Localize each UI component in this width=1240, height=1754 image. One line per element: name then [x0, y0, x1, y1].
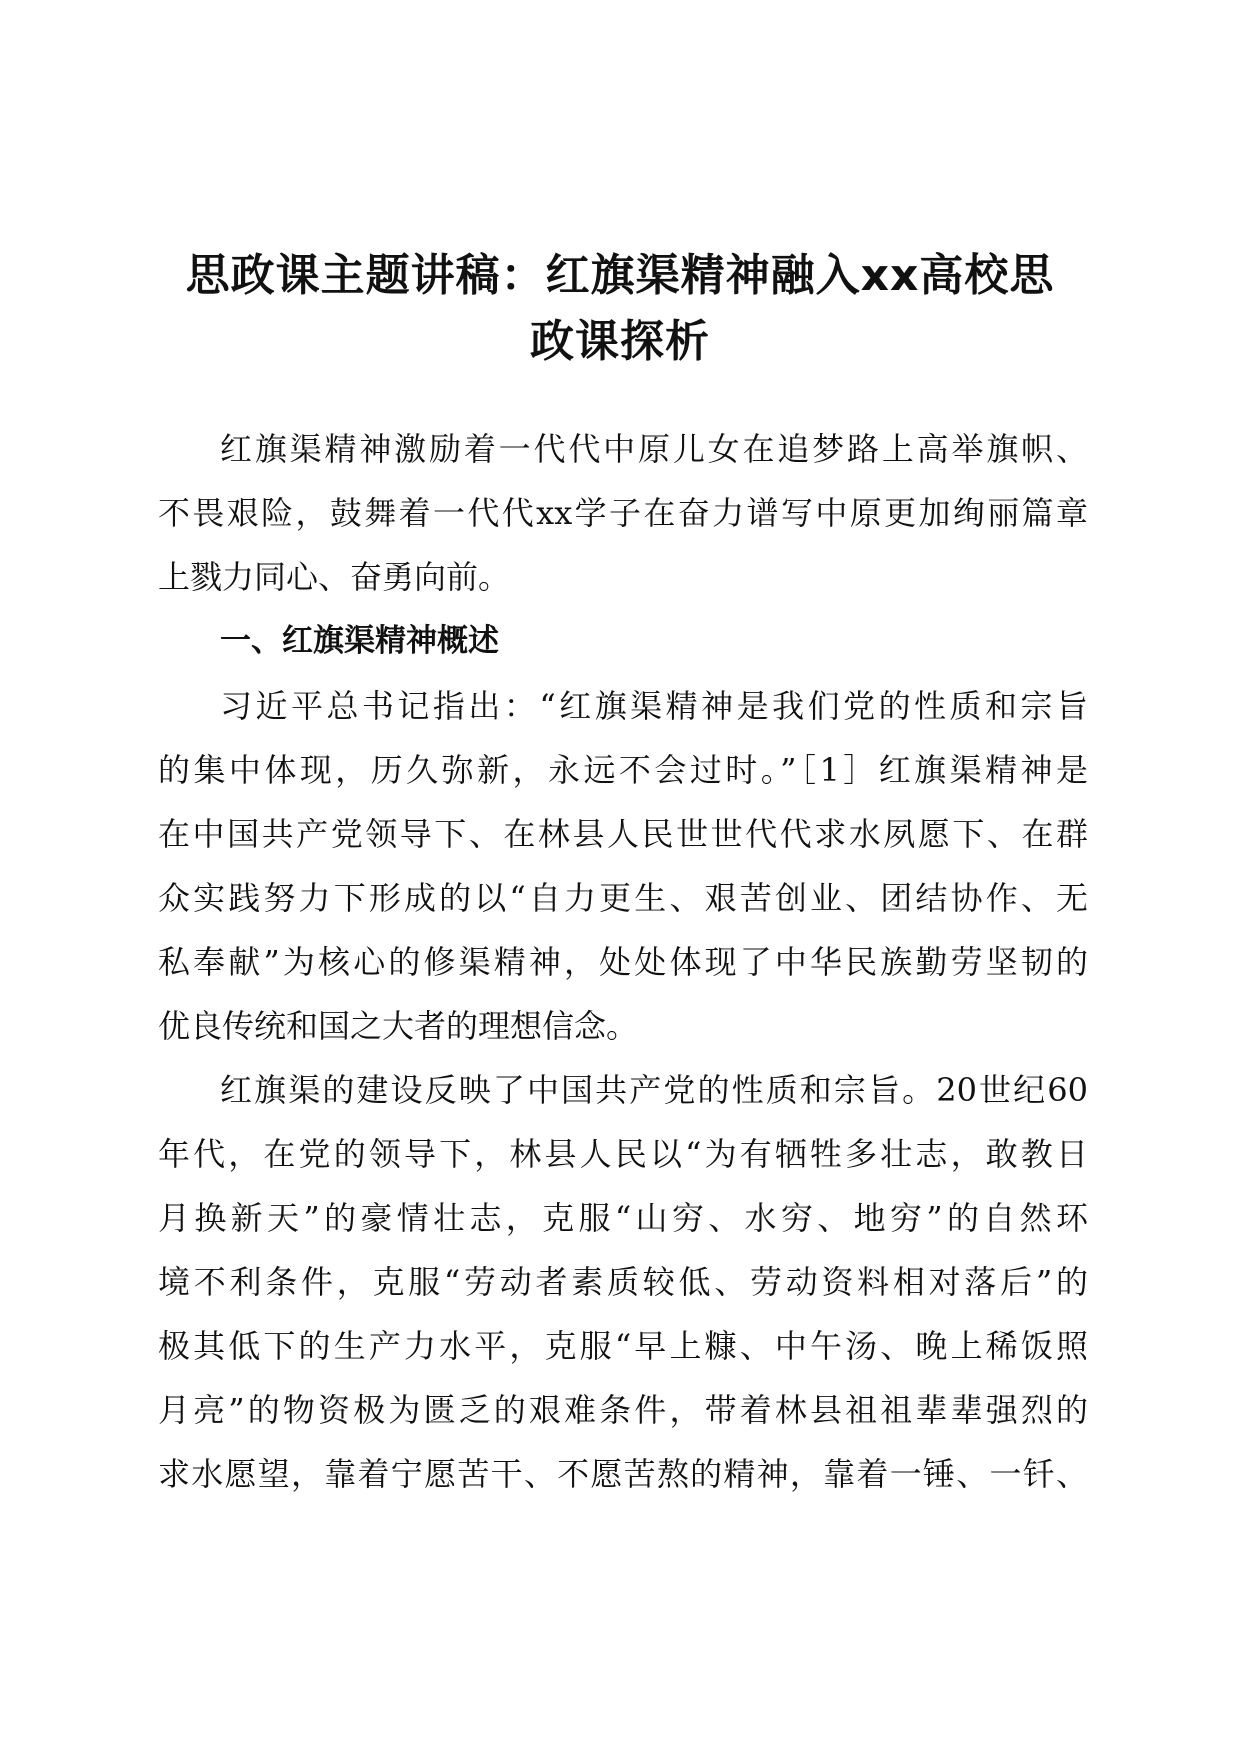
title-line-2: 政课探析 [530, 316, 710, 367]
para1-line-1: 习近平总书记指出：“红旗渠精神是我们党的性质和宗旨 [220, 687, 1088, 725]
para2-line-2: 年代，在党的领导下，林县人民以“为有牺牲多壮志，敢教日 [158, 1135, 1088, 1173]
para2-line-7: 求水愿望，靠着宁愿苦干、不愿苦熬的精神，靠着一锤、一钎、 [158, 1455, 1088, 1493]
para2-line-6: 月亮”的物资极为匮乏的艰难条件，带着林县祖祖辈辈强烈的 [158, 1391, 1088, 1429]
para1-line-2: 的集中体现，历久弥新，永远不会过时。”［1］红旗渠精神是 [158, 751, 1088, 789]
para1-line-5: 私奉献”为核心的修渠精神，处处体现了中华民族勤劳坚韧的 [158, 943, 1088, 981]
para2-line-5: 极其低下的生产力水平，克服“早上糠、中午汤、晚上稀饭照 [158, 1327, 1088, 1365]
document-title [150, 243, 1090, 375]
section-heading: 一、红旗渠精神概述 [220, 623, 499, 659]
intro-line-1: 红旗渠精神激励着一代代中原儿女在追梦路上高举旗帜、 [220, 430, 1088, 468]
para2-line-3: 月换新天”的豪情壮志，克服“山穷、水穷、地穷”的自然环 [158, 1199, 1088, 1237]
para2-line-1: 红旗渠的建设反映了中国共产党的性质和宗旨。20世纪60 [220, 1071, 1088, 1109]
para1-line-4: 众实践努力下形成的以“自力更生、艰苦创业、团结协作、无 [158, 879, 1088, 917]
para1-line-6: 优良传统和国之大者的理想信念。 [158, 1007, 639, 1045]
title-line-1: 思政课主题讲稿：红旗渠精神融入xx高校思 [185, 250, 1055, 301]
intro-line-3: 上戮力同心、奋勇向前。 [158, 558, 511, 596]
para2-line-4: 境不利条件，克服“劳动者素质较低、劳动资料相对落后”的 [158, 1263, 1088, 1301]
para1-line-3: 在中国共产党领导下、在林县人民世世代代求水夙愿下、在群 [158, 815, 1088, 853]
intro-line-2: 不畏艰险，鼓舞着一代代xx学子在奋力谱写中原更加绚丽篇章 [158, 494, 1088, 532]
